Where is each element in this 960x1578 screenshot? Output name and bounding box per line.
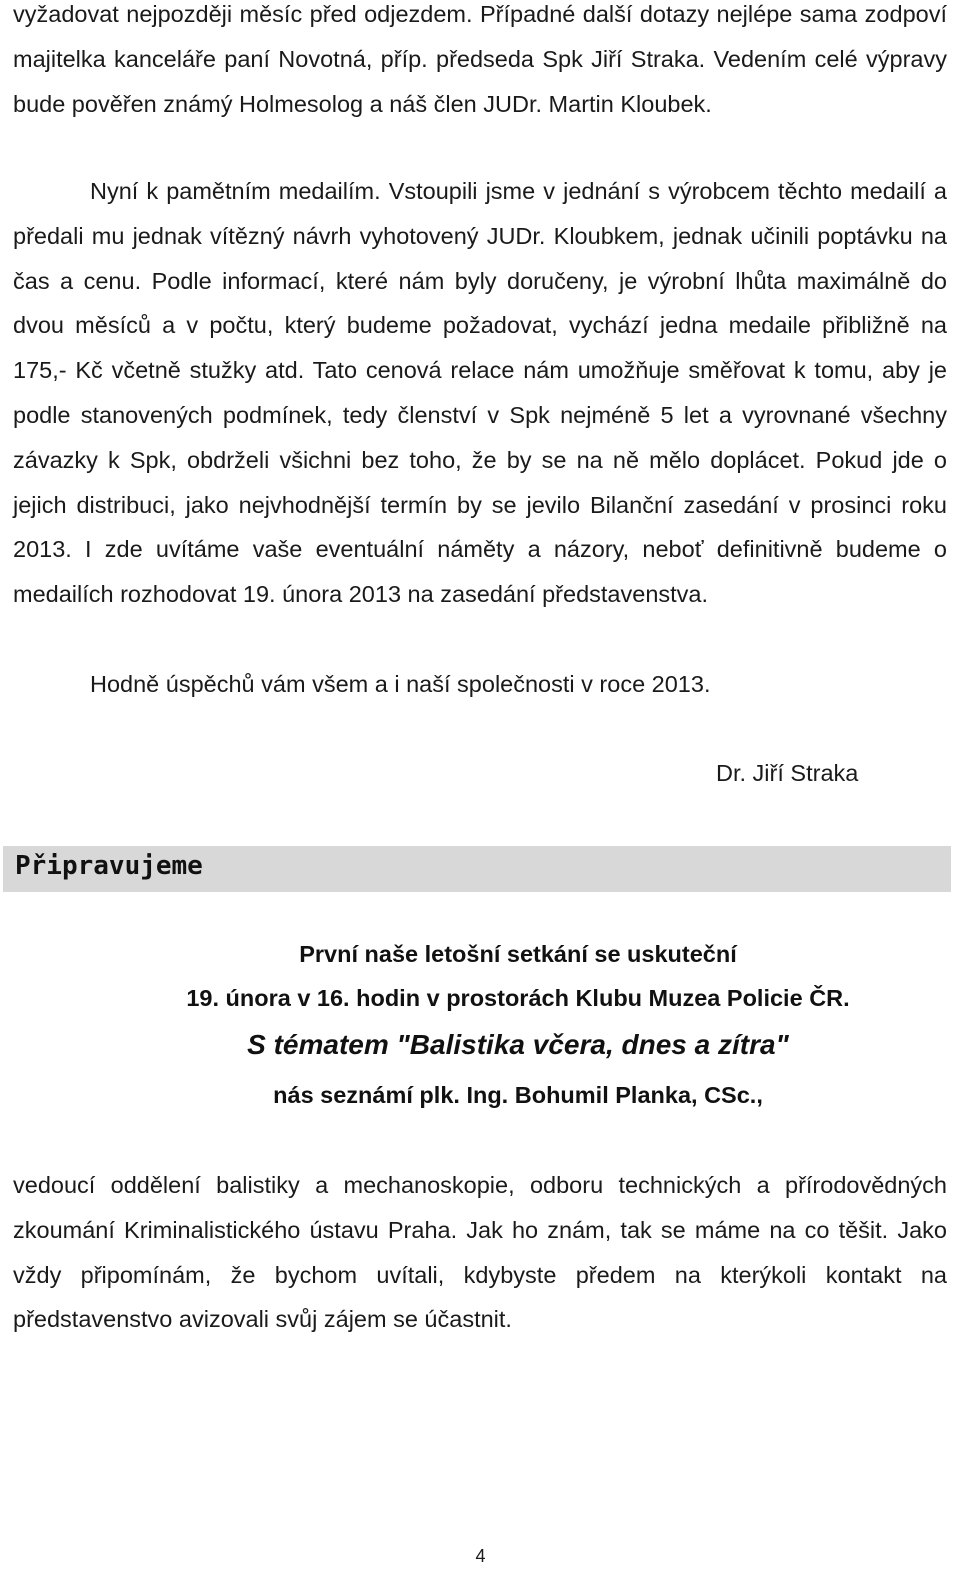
paragraph-medals: Nyní k pamětním medailím. Vstoupili jsme v jednání s výrobcem těchto medailí a předali mu jednak vítězný návrh vyhotovený JUDr. Kloubkem, jednak učinili poptávku na čas a cenu. Podle informací, které nám byly doručeny, je výrobní lhůta maximálně do dvou měsíců a v počtu, který budeme požadovat, vychází jedna medaile přibližně na 175,- Kč včetně stužky atd. Tato cenová relace nám umožňuje směřovat k tomu, aby je podle stanovených podmínek, tedy členství v Spk nejméně 5 let a vyrovnané všechny závazky k Spk, obdrželi všichni bez toho, že by se na ně mělo doplácet. Pokud jde o jejich distribuci, jako nejvhodnější termín by se jevilo Bilanční zasedání v prosinci roku 2013. I zde uvítáme vaše eventuální náměty a názory, neboť definitivně budeme o medailích rozhodovat 19. února 2013 na zasedání představenstva. <box>13 178 947 608</box>
event-topic: S tématem "Balistika včera, dnes a zítra" <box>247 1029 789 1060</box>
section-title: Připravujeme <box>15 851 203 881</box>
paragraph-travel-info: vyžadovat nejpozději měsíc před odjezdem. Případné další dotazy nejlépe sama zodpoví majitelka kanceláře paní Novotná, příp. předseda Spk Jiří Straka. Vedením celé výpravy bude pověřen známý Holmesolog a náš člen JUDr. Martin Kloubek. <box>13 1 947 117</box>
paragraph-speaker-details: vedoucí oddělení balistiky a mechanoskopie, odboru technických a přírodovědných zkoumání Kriminalistického ústavu Praha. Jak ho znám, tak se máme na co těšit. Jako vždy připomínám, že bychom uvítali, kdybyste předem na kterýkoli kontakt na představenstvo avizovali svůj zájem se účastnit. <box>13 1172 947 1333</box>
event-announcement: První naše letošní setkání se uskuteční <box>299 941 737 967</box>
event-speaker: nás seznámí plk. Ing. Bohumil Planka, CSc., <box>273 1082 763 1108</box>
signature: Dr. Jiří Straka <box>716 760 859 786</box>
page-number-value: 4 <box>475 1546 486 1566</box>
page-number <box>0 1544 960 1568</box>
paragraph-wishes: Hodně úspěchů vám všem a i naší společnosti v roce 2013. <box>90 671 711 697</box>
section-header-bar <box>3 846 951 892</box>
event-date-place: 19. února v 16. hodin v prostorách Klubu Muzea Policie ČR. <box>186 985 850 1011</box>
